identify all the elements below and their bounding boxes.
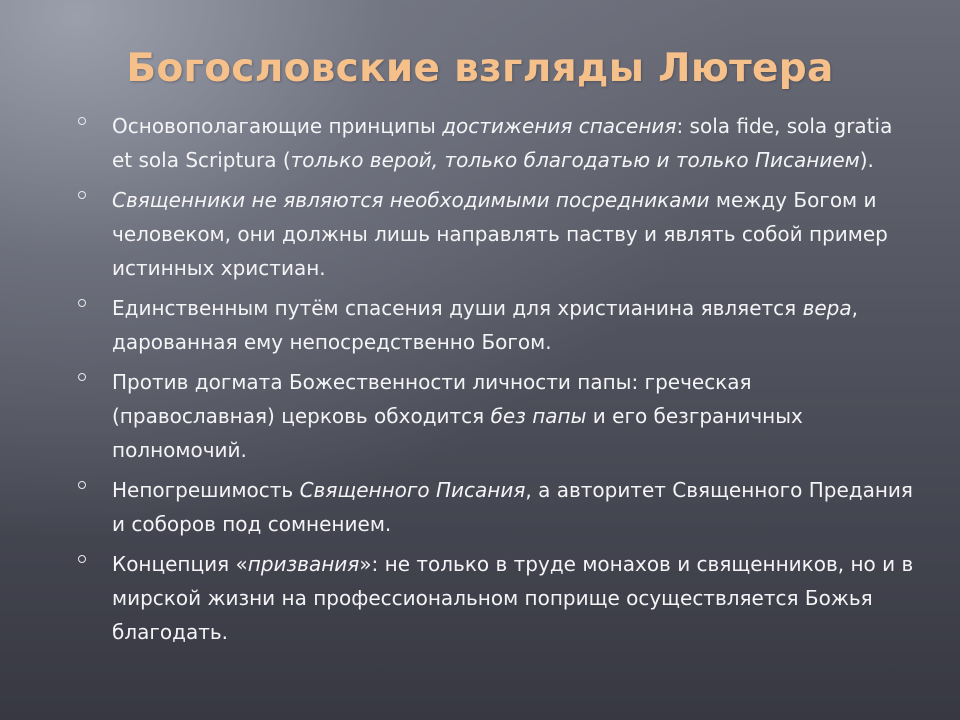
bullet-item-3 bbox=[76, 291, 916, 359]
circle-bullet-icon bbox=[78, 481, 86, 489]
bullet-2-segment-2: между Богом и человеком, они должны лишь направлять паству и являть собой пример истинных христиан. bbox=[112, 188, 888, 280]
bullet-text-1 bbox=[112, 109, 916, 177]
bullet-item-6 bbox=[76, 547, 916, 649]
bullet-item-2 bbox=[76, 183, 916, 285]
bullet-text-5 bbox=[112, 473, 916, 541]
bullet-text-4 bbox=[112, 365, 916, 467]
circle-bullet-icon bbox=[78, 117, 86, 125]
bullet-item-4 bbox=[76, 365, 916, 467]
bullet-1-segment-1: Основополагающие принципы bbox=[112, 114, 443, 138]
bullet-2-segment-1: Священники не являются необходимыми посредниками bbox=[112, 188, 710, 212]
bullet-4-segment-2: без папы bbox=[490, 404, 587, 428]
bullet-1-segment-2: достижения спасения bbox=[442, 114, 677, 138]
bullet-1-segment-5: ). bbox=[859, 148, 874, 172]
bullet-list bbox=[76, 109, 916, 655]
bullet-item-5 bbox=[76, 473, 916, 541]
bullet-6-segment-1: Концепция « bbox=[112, 552, 248, 576]
bullet-text-3 bbox=[112, 291, 916, 359]
bullet-1-segment-4: только верой, только благодатью и только Писанием bbox=[290, 148, 860, 172]
circle-bullet-icon bbox=[78, 299, 86, 307]
circle-bullet-icon bbox=[78, 555, 86, 563]
bullet-6-segment-2: призвания bbox=[247, 552, 360, 576]
bullet-4-segment-1: Против догмата Божественности личности папы: греческая (православная) церковь обходится bbox=[112, 370, 752, 428]
bullet-3-segment-1: Единственным путём спасения души для христианина является bbox=[112, 296, 803, 320]
bullet-3-segment-2: вера bbox=[802, 296, 852, 320]
bullet-6-segment-3: »: не только в труде монахов и священников, но и в мирской жизни на профессиональном поприще осуществляется Божья благодать. bbox=[112, 552, 914, 644]
bullet-text-6 bbox=[112, 547, 916, 649]
bullet-4-segment-3: и его безграничных полномочий. bbox=[112, 404, 803, 462]
slide-title: Богословские взгляды Лютера bbox=[126, 46, 834, 91]
bullet-5-segment-3: , а авторитет Священного Предания и соборов под сомнением. bbox=[112, 478, 913, 536]
circle-bullet-icon bbox=[78, 373, 86, 381]
bullet-item-1 bbox=[76, 109, 916, 177]
bullet-text-2 bbox=[112, 183, 916, 285]
bullet-5-segment-1: Непогрешимость bbox=[112, 478, 300, 502]
circle-bullet-icon bbox=[78, 191, 86, 199]
bullet-5-segment-2: Священного Писания bbox=[299, 478, 526, 502]
bullet-3-segment-3: , дарованная ему непосредственно Богом. bbox=[112, 296, 858, 354]
bullet-1-segment-3: : sola fide, sola gratia et sola Scriptura ( bbox=[112, 114, 893, 172]
